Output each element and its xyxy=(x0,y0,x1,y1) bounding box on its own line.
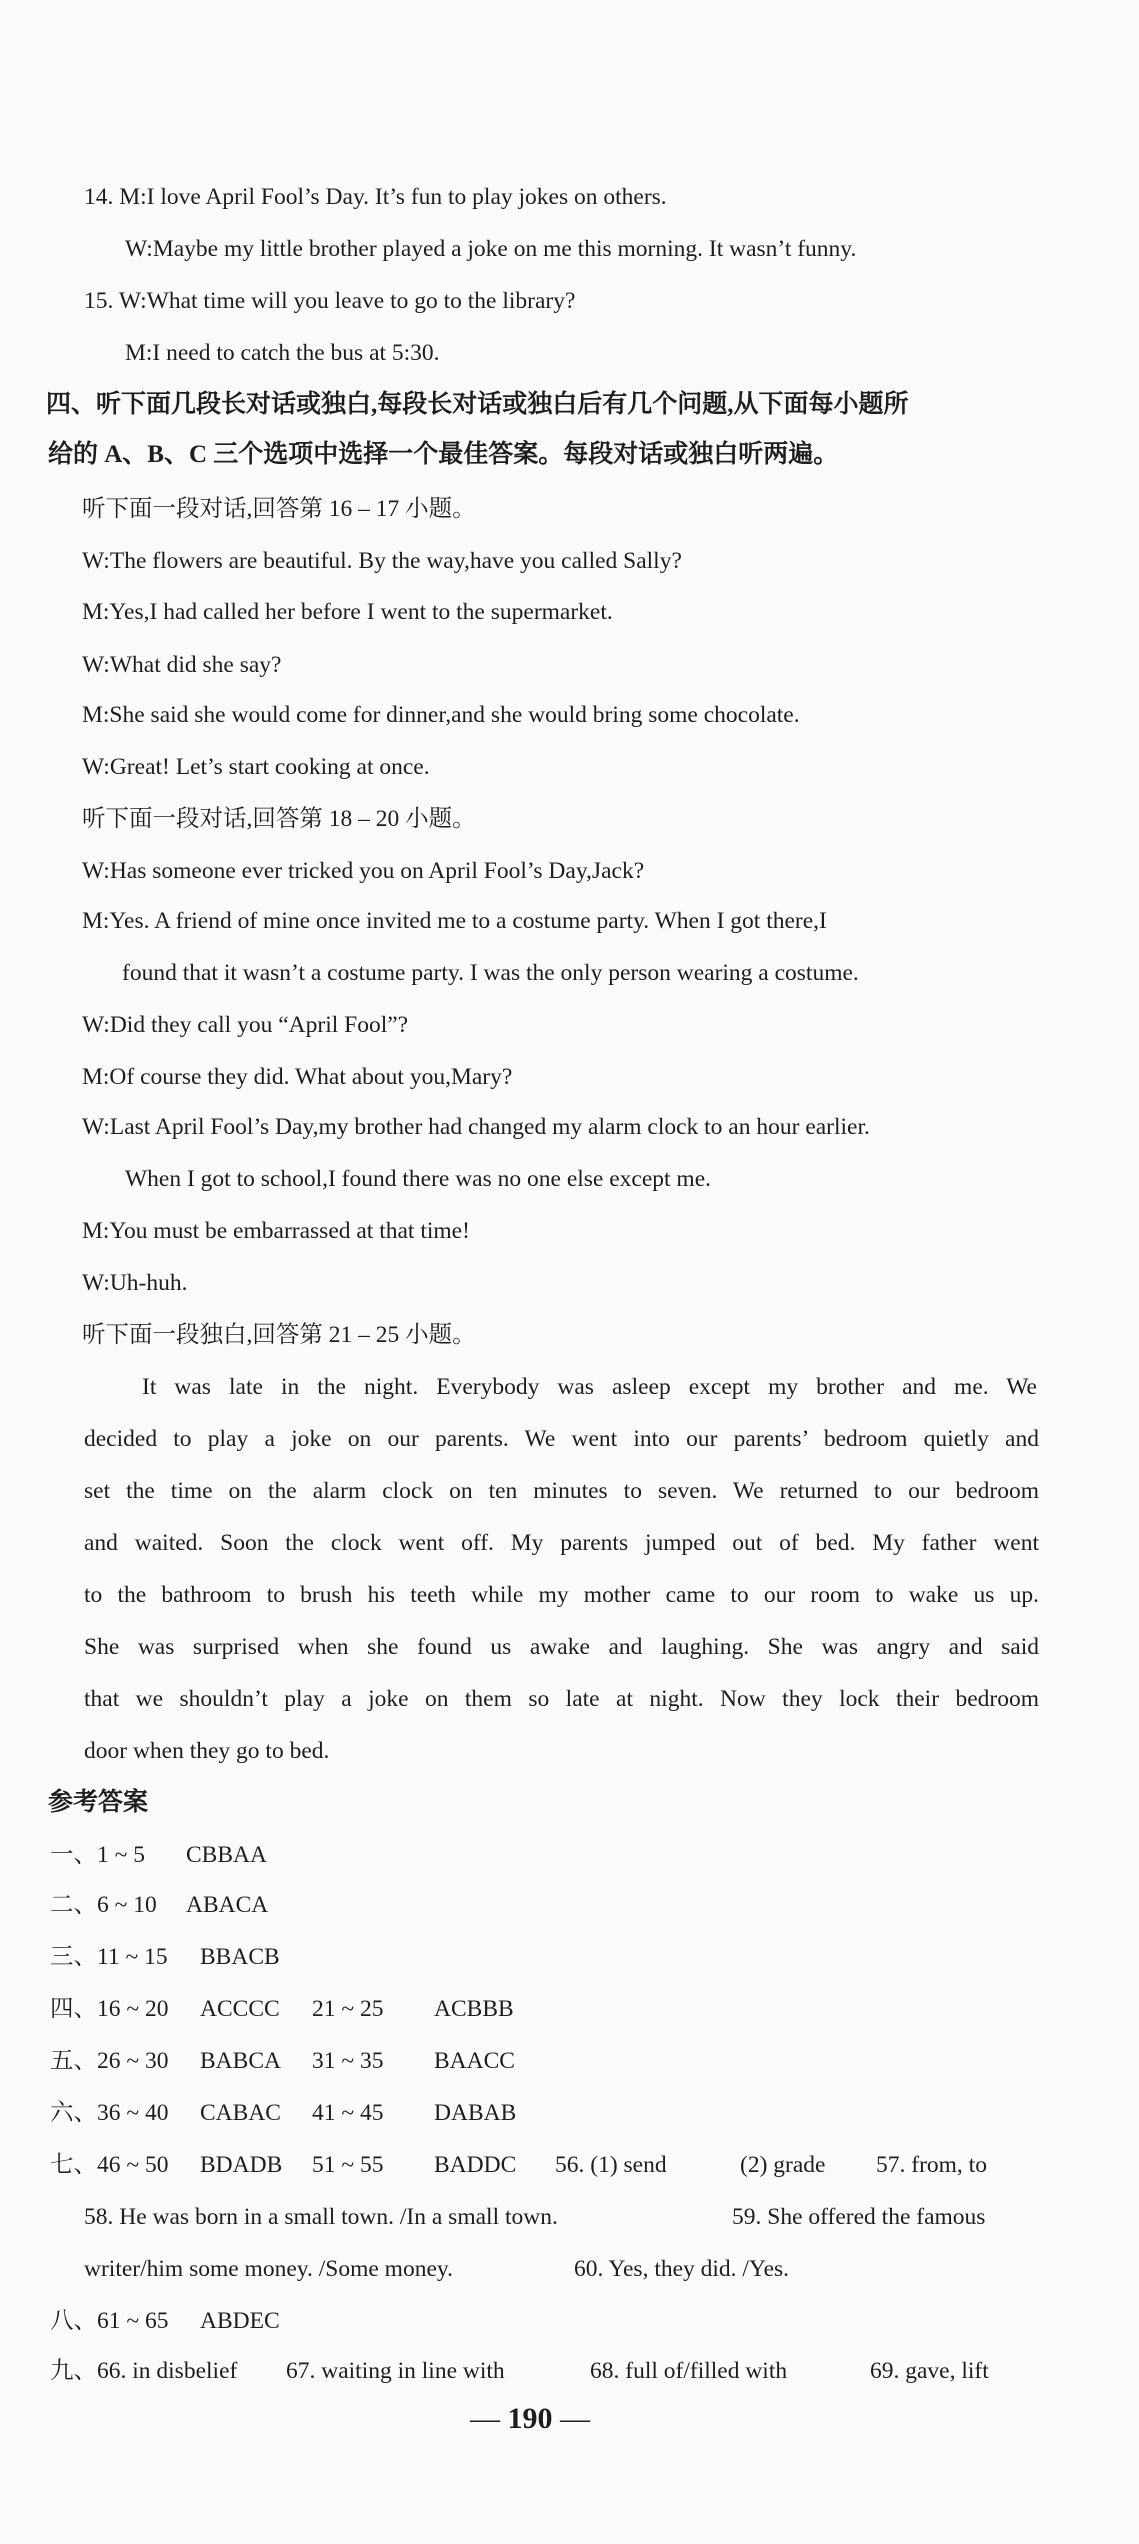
answer-value: BBACB xyxy=(200,1944,280,1970)
answer-value: BADDC xyxy=(434,2152,517,2178)
monologue-line: to the bathroom to brush his teeth while my mother came to our room to wake us up. xyxy=(84,1582,1039,1608)
answer-value: BABCA xyxy=(200,2048,281,2074)
answer-value: (2) grade xyxy=(740,2152,826,2178)
answer-label: 21 ~ 25 xyxy=(312,1996,384,2022)
answer-label: 五、26 ~ 30 xyxy=(50,2048,169,2074)
section-heading: 给的 A、B、C 三个选项中选择一个最佳答案。每段对话或独白听两遍。 xyxy=(48,441,839,468)
answer-value: 68. full of/filled with xyxy=(590,2358,788,2384)
answer-value: ABACA xyxy=(186,1892,269,1918)
answer-value: ABDEC xyxy=(200,2308,280,2334)
dialog-line: W:The flowers are beautiful. By the way,have you called Sally? xyxy=(82,548,682,574)
answer-value: 69. gave, lift xyxy=(870,2358,989,2384)
dialog-line: 15. W:What time will you leave to go to the library? xyxy=(84,288,576,314)
answer-value: 58. He was born in a small town. /In a small town. xyxy=(84,2204,558,2230)
dialog-line: W:Maybe my little brother played a joke on me this morning. It wasn’t funny. xyxy=(125,236,857,262)
section-heading: 四、听下面几段长对话或独白,每段长对话或独白后有几个问题,从下面每小题所 xyxy=(46,391,909,418)
dialog-line: M:Yes. A friend of mine once invited me to a costume party. When I got there,I xyxy=(82,908,827,934)
monologue-line: decided to play a joke on our parents. We went into our parents’ bedroom quietly and xyxy=(84,1426,1039,1452)
answer-label: 51 ~ 55 xyxy=(312,2152,384,2178)
dialog-intro: 听下面一段独白,回答第 21 – 25 小题。 xyxy=(82,1322,476,1348)
dialog-line: found that it wasn’t a costume party. I was the only person wearing a costume. xyxy=(122,960,859,986)
answer-value: DABAB xyxy=(434,2100,517,2126)
dialog-intro: 听下面一段对话,回答第 18 – 20 小题。 xyxy=(82,806,476,832)
answer-label: 41 ~ 45 xyxy=(312,2100,384,2126)
dialog-line: M:I need to catch the bus at 5:30. xyxy=(125,340,440,366)
answer-label: 二、6 ~ 10 xyxy=(50,1892,157,1918)
answer-label: 六、36 ~ 40 xyxy=(50,2100,169,2126)
page-number: — 190 — xyxy=(470,2402,590,2435)
answer-value: 67. waiting in line with xyxy=(286,2358,505,2384)
answers-title: 参考答案 xyxy=(48,1789,149,1816)
dialog-line: W:Last April Fool’s Day,my brother had changed my alarm clock to an hour earlier. xyxy=(82,1114,870,1140)
dialog-line: M:Yes,I had called her before I went to the supermarket. xyxy=(82,599,613,625)
answer-value: 57. from, to xyxy=(876,2152,987,2178)
dialog-line: W:What did she say? xyxy=(82,652,282,678)
dialog-line: W:Did they call you “April Fool”? xyxy=(82,1012,409,1038)
monologue-line: It was late in the night. Everybody was asleep except my brother and me. We xyxy=(142,1374,1037,1400)
answer-label: 三、11 ~ 15 xyxy=(50,1944,168,1970)
answer-label: 一、1 ~ 5 xyxy=(50,1842,145,1868)
answer-value: 56. (1) send xyxy=(555,2152,667,2178)
answer-value: CABAC xyxy=(200,2100,281,2126)
monologue-line: and waited. Soon the clock went off. My parents jumped out of bed. My father went xyxy=(84,1530,1039,1556)
dialog-line: 14. M:I love April Fool’s Day. It’s fun to play jokes on others. xyxy=(84,184,667,210)
dialog-line: M:Of course they did. What about you,Mary? xyxy=(82,1064,513,1090)
monologue-line: door when they go to bed. xyxy=(84,1738,330,1764)
answer-value: BAACC xyxy=(434,2048,515,2074)
dialog-line: W:Uh-huh. xyxy=(82,1270,188,1296)
dialog-line: W:Has someone ever tricked you on April Fool’s Day,Jack? xyxy=(82,858,645,884)
answer-value: 60. Yes, they did. /Yes. xyxy=(574,2256,790,2282)
monologue-line: set the time on the alarm clock on ten minutes to seven. We returned to our bedroom xyxy=(84,1478,1039,1504)
dialog-line: When I got to school,I found there was no one else except me. xyxy=(125,1166,712,1192)
answer-value: writer/him some money. /Some money. xyxy=(84,2256,453,2282)
dialog-line: M:She said she would come for dinner,and she would bring some chocolate. xyxy=(82,702,800,728)
answer-value: BDADB xyxy=(200,2152,283,2178)
answer-label: 31 ~ 35 xyxy=(312,2048,384,2074)
answer-value: CBBAA xyxy=(186,1842,267,1868)
answer-value: ACBBB xyxy=(434,1996,514,2022)
page-number-value: 190 xyxy=(507,2402,553,2435)
dialog-intro: 听下面一段对话,回答第 16 – 17 小题。 xyxy=(82,496,476,522)
answer-value: ACCCC xyxy=(200,1996,280,2022)
monologue-line: that we shouldn’t play a joke on them so late at night. Now they lock their bedroom xyxy=(84,1686,1039,1712)
monologue-line: She was surprised when she found us awake and laughing. She was angry and said xyxy=(84,1634,1039,1660)
answer-value: 59. She offered the famous xyxy=(732,2204,986,2230)
answer-label: 七、46 ~ 50 xyxy=(50,2152,169,2178)
answer-label: 八、61 ~ 65 xyxy=(50,2308,169,2334)
dialog-line: W:Great! Let’s start cooking at once. xyxy=(82,754,430,780)
dialog-line: M:You must be embarrassed at that time! xyxy=(82,1218,470,1244)
answer-label: 四、16 ~ 20 xyxy=(50,1996,169,2022)
answer-value: 九、66. in disbelief xyxy=(50,2358,238,2384)
